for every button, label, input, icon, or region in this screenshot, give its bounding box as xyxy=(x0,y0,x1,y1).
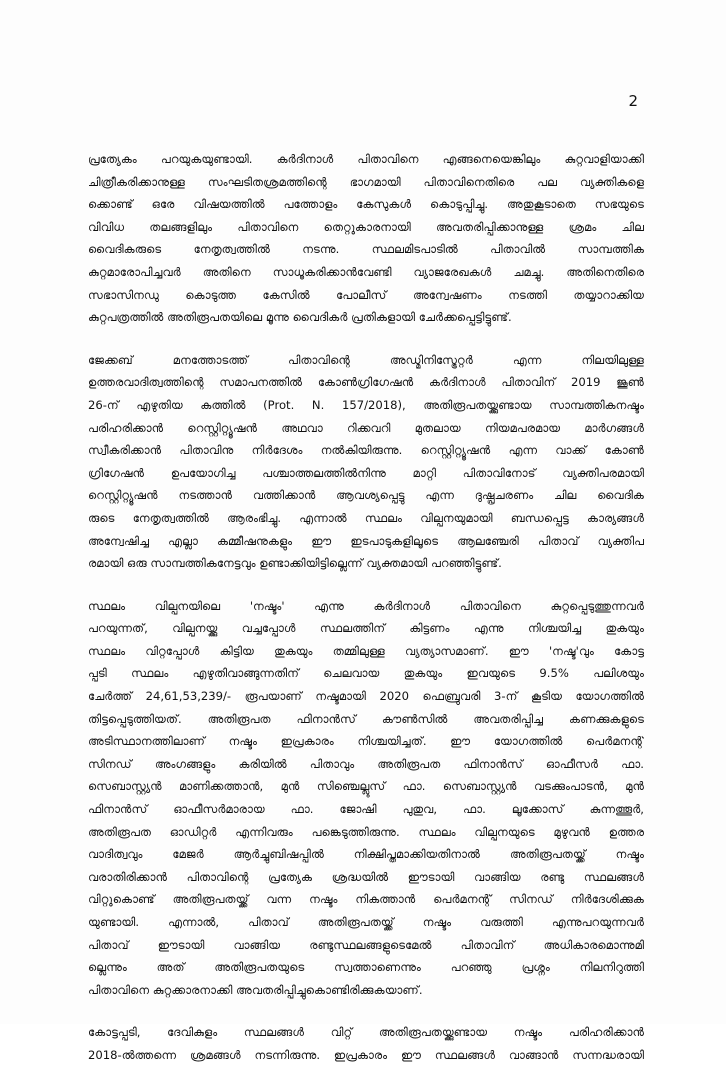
text-line: തിട്ടപ്പെടുത്തിയത്. അതിരൂപത ഫിനാൻസ് കൗൺസിൽ അവതരിപ്പിച്ച കണക്കുകളുടെ xyxy=(88,711,644,726)
text-line: പ്പടി സ്ഥലം എഴുതിവാങ്ങുന്നതിന് ചെലവായ തുകയും ഇവയുടെ 9.5% പലിശയും xyxy=(88,666,644,681)
text-line: വാദിത്വവും മേജർ ആർച്ചുബിഷപ്പിൽ നിക്ഷിപ്തമാക്കിയതിനാൽ അതിരൂപതയ്ക്ക് നഷ്ടം xyxy=(88,847,644,862)
text-line: വിവിധ തലങ്ങളിലും പിതാവിനെ തെറ്റുകാരനായി അവതരിപ്പിക്കാനുള്ള ശ്രമം ചില xyxy=(88,219,644,234)
text-line: സഭാസിനഡു കൊടുത്ത കേസിൽ പോലീസ് അന്വേഷണം നടത്തി തയ്യാറാക്കിയ xyxy=(88,287,644,302)
text-line: അന്വേഷിച്ച എല്ലാ കമ്മീഷനുകളും ഈ ഇടപാടുകളിലൂടെ ആലഞ്ചേരി പിതാവ് വ്യക്തിപ xyxy=(88,533,644,548)
text-line: 2018-ൽത്തന്നെ ശ്രമങ്ങൾ നടന്നിരുന്നു. ഇപ്രകാരം ഈ സ്ഥലങ്ങൾ വാങ്ങാൻ സന്നദ്ധരായി xyxy=(88,1047,644,1062)
text-line: ഗ്രിഗേഷൻ ഉപയോഗിച്ച പശ്ചാത്തലത്തിൽനിന്നു മാറ്റി പിതാവിനോട് വ്യക്തിപരമായി xyxy=(88,465,644,480)
text-line: സിനഡ് അംഗങ്ങളും കരിയിൽ പിതാവും അതിരൂപത ഫിനാൻസ് ഓഫീസർ ഫാ. xyxy=(88,756,644,771)
paragraph-1 xyxy=(88,148,644,329)
text-line: പ്രത്യേകം പറയുകയുണ്ടായി. കർദിനാൾ പിതാവിനെ എങ്ങനെയെങ്കിലും കുറ്റവാളിയാക്കി xyxy=(88,152,644,166)
text-line: സെബാസ്റ്റ്യൻ മാണിക്കത്താൻ, മുൻ സിഞ്ചെല്ലൂസ് ഫാ. സെബാസ്റ്റ്യൻ വടക്കുംപാടൻ, മുൻ xyxy=(88,779,644,794)
text-line: റെസ്റ്റിറ്റ്യൂഷൻ നടത്താൻ വത്തിക്കാൻ ആവശ്യപ്പെട്ടു എന്ന ദുഷ്പ്രചരണം ചില വൈദിക xyxy=(88,488,644,503)
text-line: കോട്ടപ്പടി, ദേവികുളം സ്ഥലങ്ങൾ വിറ്റ് അതിരൂപതയ്ക്കുണ്ടായ നഷ്ടം പരിഹരിക്കാൻ xyxy=(88,1025,644,1040)
page-number: 2 xyxy=(628,92,638,110)
text-line: കുറ്റമാരോപിച്ചവർ അതിനെ സാധൂകരിക്കാൻവേണ്ടി വ്യാജരേഖകൾ ചമച്ചു. അതിനെതിരെ xyxy=(88,264,644,279)
text-line: വൈദികരുടെ നേതൃത്വത്തിൽ നടന്നു. സ്ഥലമിടപാടിൽ പിതാവിൽ സാമ്പത്തിക xyxy=(88,242,644,257)
text-line: ല്ലെന്നും അത് അതിരൂപതയുടെ സ്വത്താണെന്നും പറഞ്ഞു പ്രശ്നം നിലനിറുത്തി xyxy=(88,960,644,975)
text-line: ചേർത്ത് 24,61,53,239/- രൂപയാണ് നഷ്ടമായി 2020 ഫെബ്രുവരി 3-ന് കൂടിയ യോഗത്തിൽ xyxy=(88,689,644,704)
text-line: പറയുന്നത്, വില്പനയ്ക്കു വച്ചപ്പോൾ സ്ഥലത്തിന് കിട്ടണം എന്നു നിശ്ചയിച്ച തുകയും xyxy=(88,621,644,636)
text-line: ക്കൊണ്ട് ഒരേ വിഷയത്തിൽ പത്തോളം കേസുകൾ കൊടുപ്പിച്ചു. അതുകൂടാതെ സഭയുടെ xyxy=(88,197,644,212)
text-line: ഉത്തരവാദിത്വത്തിന്റെ സമാപനത്തിൽ കോൺഗ്രിഗേഷൻ കർദിനാൾ പിതാവിന് 2019 ജൂൺ xyxy=(88,375,644,390)
text-line: ചിത്രീകരിക്കാനുള്ള സംഘടിതശ്രമത്തിന്റെ ഭാഗമായി പിതാവിനെതിരെ പല വ്യക്തികളെ xyxy=(88,174,644,189)
text-line: കുറ്റപത്രത്തിൽ അതിരൂപതയിലെ മൂന്നു വൈദികർ പ്രതികളായി ചേർക്കപ്പെട്ടിട്ടുണ്ട്. xyxy=(88,310,512,325)
text-line: സ്ഥലം വിറ്റപ്പോൾ കിട്ടിയ തുകയും തമ്മിലുള്ള വ്യത്യാസമാണ്. ഈ 'നഷ്ട'വും കോട്ട xyxy=(88,643,644,658)
document-body xyxy=(88,148,644,1087)
text-line: അടിസ്ഥാനത്തിലാണ് നഷ്ടം ഇപ്രകാരം നിശ്ചയിച്ചത്. ഈ യോഗത്തിൽ പെർമനന്റ് xyxy=(88,734,644,749)
paragraph-3 xyxy=(88,595,644,1002)
paragraph-2 xyxy=(88,349,644,575)
text-line: രമായി ഒരു സാമ്പത്തികനേട്ടവും ഉണ്ടാക്കിയിട്ടില്ലെന്ന് വ്യക്തമായി പറഞ്ഞിട്ടുണ്ട്. xyxy=(88,556,502,571)
text-line: അതിരൂപത ഓഡിറ്റർ എന്നിവരും പങ്കെടുത്തിരുന്നു. സ്ഥലം വില്പനയുടെ മുഴുവൻ ഉത്തര xyxy=(88,824,644,839)
text-line: സ്വീകരിക്കാൻ പിതാവിനു നിർദേശം നൽകിയിരുന്നു. റെസ്റ്റിറ്റ്യൂഷൻ എന്ന വാക്ക് കോൺ xyxy=(88,443,644,458)
text-line: ഫിനാൻസ് ഓഫീസർമാരായ ഫാ. ജോഷി പുതുവ, ഫാ. ലൂക്കോസ് കുന്നത്തൂർ, xyxy=(88,802,644,817)
text-line: പിതാവ് ഈടായി വാങ്ങിയ രണ്ടുസ്ഥലങ്ങളുടെമേൽ പിതാവിന് അധികാരമൊന്നുമി xyxy=(88,937,644,952)
text-line: യുണ്ടായി. എന്നാൽ, പിതാവ് അതിരൂപതയ്ക്ക് നഷ്ടം വരുത്തി എന്നുപറയുന്നവർ xyxy=(88,915,644,929)
paragraph-4 xyxy=(88,1021,644,1066)
text-line: വരാതിരിക്കാൻ പിതാവിന്റെ പ്രത്യേക ശ്രദ്ധയിൽ ഈടായി വാങ്ങിയ രണ്ടു സ്ഥലങ്ങൾ xyxy=(88,869,644,884)
text-line: ജേക്കബ് മനത്തോടത്ത് പിതാവിന്റെ അഡ്മിനിസ്ട്രേറ്റർ എന്ന നിലയിലുള്ള xyxy=(88,352,644,367)
text-line: സ്ഥലം വില്പനയിലെ 'നഷ്ടം' എന്നു കർദിനാൾ പിതാവിനെ കുറ്റപ്പെടുത്തുന്നവർ xyxy=(88,598,644,613)
text-line: രുടെ നേതൃത്വത്തിൽ ആരംഭിച്ചു. എന്നാൽ സ്ഥലം വില്പനയുമായി ബന്ധപ്പെട്ട കാര്യങ്ങൾ xyxy=(88,510,644,525)
text-line: വിറ്റുകൊണ്ട് അതിരൂപതയ്ക്ക് വന്ന നഷ്ടം നികത്താൻ പെർമനന്റ് സിനഡ് നിർദേശിക്കുക xyxy=(88,892,644,907)
text-line: പരിഹരിക്കാൻ റെസ്റ്റിറ്റ്യൂഷൻ അഥവാ റിക്കവറി മുതലായ നിയമപരമായ മാർഗങ്ങൾ xyxy=(88,420,644,435)
text-line: 26-ന് എഴുതിയ കത്തിൽ (Prot. N. 157/2018), അതിരൂപതയ്ക്കുണ്ടായ സാമ്പത്തികനഷ്ടം xyxy=(88,397,644,412)
text-line: പിതാവിനെ കുറ്റക്കാരനാക്കി അവതരിപ്പിച്ചുകൊണ്ടിരിക്കുകയാണ്. xyxy=(88,982,423,997)
